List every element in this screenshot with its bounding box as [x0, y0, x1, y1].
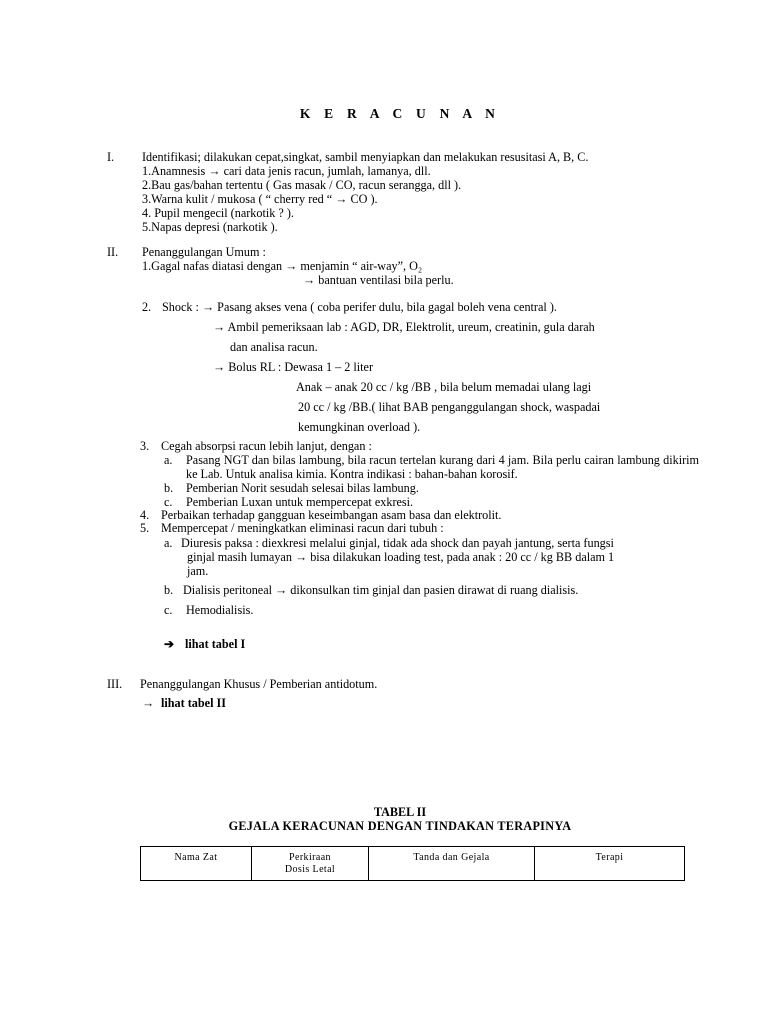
item-3a-letter: a. [164, 453, 173, 467]
table-title: TABEL II [373, 805, 427, 819]
column-header-dosis-letal [252, 847, 369, 881]
column-header-dosis-letal-line2: Dosis Letal [284, 864, 336, 875]
arrow-icon: → [142, 696, 155, 710]
item-5c-letter: c. [164, 603, 173, 617]
item-3b-text: Pemberian Norit sesudah selesai bilas lambung. [186, 481, 419, 495]
table-subtitle: GEJALA KERACUNAN DENGAN TINDAKAN TERAPINYA [228, 819, 572, 833]
section-1-heading: Identifikasi; dilakukan cepat,singkat, sambil menyiapkan dan melakukan resusitasi A, B, C. [142, 150, 589, 164]
shock-lab-line: dan analisa racun. [230, 340, 318, 354]
item-4-number: 4. [140, 508, 150, 522]
symptom-therapy-table [140, 846, 685, 881]
item-3-text: Cegah absorpsi racun lebih lanjut, dengan : [161, 439, 372, 453]
table-header-row [141, 847, 685, 881]
section-1-item: 3.Warna kulit / mukosa ( “ cherry red “ → CO ). [142, 192, 378, 206]
shock-anak-line: 20 cc / kg /BB.( lihat BAB penganggulangan shock, waspadai [298, 400, 601, 414]
item-3b-letter: b. [164, 481, 174, 495]
item-5a-text: ginjal masih lumayan → bisa dilakukan loading test, pada anak : 20 cc / kg BB dalam 1 [187, 550, 615, 564]
shock-number: 2. [142, 300, 152, 314]
item-5-text: Mempercepat / meningkatkan eliminasi racun dari tubuh : [161, 521, 444, 535]
item-5a-letter: a. [164, 536, 173, 550]
gagal-nafas-continuation: → bantuan ventilasi bila perlu. [303, 273, 454, 287]
page-title: K E R A C U N A N [299, 106, 501, 121]
arrow-icon: ➔ [164, 637, 175, 651]
table-1-reference: lihat tabel I [185, 637, 246, 651]
shock-anak-line: kemungkinan overload ). [298, 420, 421, 434]
table-2-reference: lihat tabel II [161, 696, 227, 710]
shock-line: Shock : → Pasang akses vena ( coba perifer dulu, bila gagal boleh vena central ). [162, 300, 557, 314]
item-5b-text: Dialisis peritoneal → dikonsulkan tim ginjal dan pasien dirawat di ruang dialisis. [183, 583, 579, 597]
item-3-number: 3. [140, 439, 150, 453]
section-3-number: III. [107, 677, 123, 691]
section-3-heading: Penanggulangan Khusus / Pemberian antidotum. [140, 677, 378, 691]
section-1-item: 1.Anamnesis → cari data jenis racun, jumlah, lamanya, dll. [142, 164, 431, 178]
gagal-nafas-line: 1.Gagal nafas diatasi dengan → menjamin “ air-way”, O₂ [142, 259, 423, 273]
section-1-item: 5.Napas depresi (narkotik ). [142, 220, 278, 234]
item-5-number: 5. [140, 521, 150, 535]
column-header-terapi: Terapi [535, 847, 685, 881]
column-header-tanda-gejala: Tanda dan Gejala [369, 847, 535, 881]
item-3c-letter: c. [164, 495, 173, 509]
section-1-number: I. [107, 150, 115, 164]
section-1-item: 4. Pupil mengecil (narkotik ? ). [142, 206, 294, 220]
item-5a-text: jam. [187, 564, 209, 578]
shock-anak-line: Anak – anak 20 cc / kg /BB , bila belum memadai ulang lagi [296, 380, 592, 394]
section-1-item: 2.Bau gas/bahan tertentu ( Gas masak / CO, racun serangga, dll ). [142, 178, 462, 192]
shock-bolus-line: → Bolus RL : Dewasa 1 – 2 liter [213, 360, 373, 374]
section-2-heading: Penanggulangan Umum : [142, 245, 266, 259]
item-5a-text: Diuresis paksa : diexkresi melalui ginjal, tidak ada shock dan payah jantung, serta fungsi [181, 536, 614, 550]
shock-lab-line: → Ambil pemeriksaan lab : AGD, DR, Elektrolit, ureum, creatinin, gula darah [213, 320, 595, 334]
column-header-dosis-letal-line1: Perkiraan [289, 852, 331, 863]
item-3c-text: Pemberian Luxan untuk mempercepat exkresi. [186, 495, 414, 509]
item-3a-text: Pasang NGT dan bilas lambung, bila racun tertelan kurang dari 4 jam. Bila perlu cairan lambung dikirim ke Lab. Untuk analisa kimia. Kontra indikasi : bahan-bahan korosif. [186, 453, 699, 481]
item-5b-letter: b. [164, 583, 174, 597]
column-header-nama-zat: Nama Zat [141, 847, 252, 881]
section-2-number: II. [107, 245, 119, 259]
item-5c-text: Hemodialisis. [186, 603, 254, 617]
item-4-text: Perbaikan terhadap gangguan keseimbangan asam basa dan elektrolit. [161, 508, 502, 522]
